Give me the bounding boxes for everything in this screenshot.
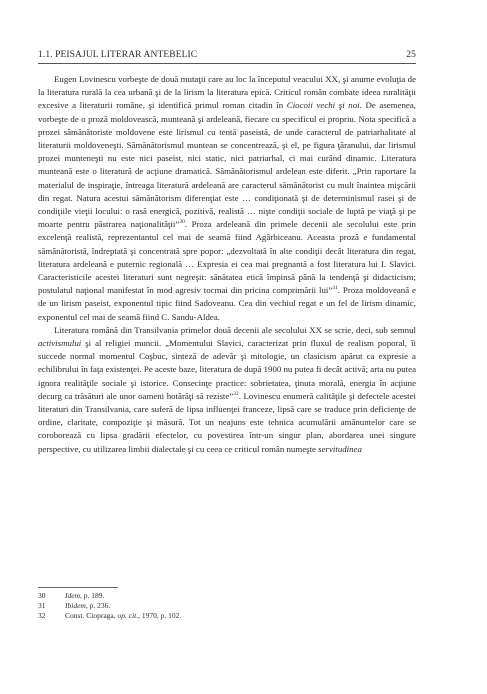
text-run: Literatura română din Transilvania primelor două decenii ale secolului XX se scrie, deci, sub semnul (54, 324, 416, 335)
footnote (38, 591, 416, 601)
footnote-number: 32 (38, 611, 46, 620)
italic-text: Ciocoii vechi şi noi (286, 100, 360, 111)
text-run: . Proza moldoveană e de un lirism paseist, exponentul tipic fiind Sadoveanu. Cea din vechiul regat e un fel de lirism dinamic, exponentul cel mai de seamă fiind C. Sandu-Aldea. (38, 285, 416, 322)
text-run: Eugen Lovinescu vorbeşte de două mutaţii care au loc la începutul veacului XX, şi anume evoluţia de la literatura rurală la cea urbană şi de la lirism la literatura epică. Criticul român combate ideea ruralităţii excesive a literaturii române, şi identifică primul roman citadin în (38, 74, 416, 111)
footnotes (38, 591, 416, 621)
page-number: 25 (406, 50, 416, 60)
chapter-title: 1.1. PEISAJUL LITERAR ANTEBELIC (38, 50, 198, 60)
text-run: , 1970, p. 102. (138, 611, 182, 620)
paragraph (38, 324, 416, 456)
footnote-ref: 31 (332, 285, 338, 292)
italic-text: op. cit. (117, 611, 139, 620)
italic-text: Idem (65, 591, 80, 600)
text-run: Const. Ciopraga, (65, 611, 118, 620)
italic-text: activismului (38, 338, 82, 349)
text-run: . Proza ardeleană din primele decenii ale secolului este prin excelenţă realistă, reprezentantul cel mai de seamă fiind Agârbiceanu. Aceasta proză e fundamental sămănătoristă, îndreptată şi concentrată spre popor: „dezvoltată în alte condiţii decât literatura din regat, literatura ardeleană e puternic regională … Expresia ei cea mai pregnantă a fost literatura lui I. Slavici. Caracteristicile acestei literaturi sunt negreşit: sănătatea etică împinsă până la tendenţă şi didacticism; postulatul naţional manifestat în mod agresiv tocmai din pricina comprimării lui” (38, 219, 416, 296)
footnote (38, 601, 416, 611)
footnote (38, 611, 416, 621)
text-run: , p. 236. (85, 601, 111, 610)
footnote-rule (38, 587, 118, 588)
text-run: , p. 189. (80, 591, 105, 600)
paragraph (38, 73, 416, 324)
text-run: . De asemenea, vorbeşte de o proză moldovească, munteană şi ardeleană, fiecare cu specificul ei propriu. Nota specifică a prozei sămănătoriste moldovene este lirismul cu tentă paseistă, de unde caracterul de patriarhalitate al literaturii moldoveneşti. Sămănătorismul muntean se concentrează, şi el, pe figura ţăranului, dar lirismul prozei munteneşti nu este nici paseist, nici static, nici patriarhal, ci mai curând dinamic. Literatura munteană este o literatură de acţiune dramatică. Sămănătorismul ardelean este diferit. „Prin raportare la materialul de inspiraţie, întreaga literatură ardeleană are caracterul sămănătorist cu mult înaintea mişcării din regat. Natura acestui sămănătorism diferenţiat este … condiţionată şi de determinismul rasei şi de condiţiile vieţii locului: o rasă energică, pozitivă, realistă … nişte condiţii sociale de luptă pe viaţă şi pe moarte pentru păstrarea naţionalităţii” (38, 100, 416, 230)
footnote-ref: 32 (233, 390, 239, 397)
header-rule (38, 63, 416, 64)
footnote-text (65, 591, 104, 601)
text-run: şi al religiei muncii. „Momentului Slavici, caracterizat prin fluxul de realism poporal, îi succede normal momentul Coşbuc, sinteză de adevăr şi mitologie, un clasicism apărut ca expresie a echilibrului în faţa existenţei. Pe aceste baze, literatura de după 1900 nu putea fi decât activă; arta nu putea ignora realităţile sociale şi istorice. Consecinţe practice: sobrietatea, ţinuta morală, energia în acţiune decurg ca trăsături ale unor oameni hotărâţi să reziste” (38, 338, 416, 401)
footnote-text (65, 611, 181, 621)
italic-text: servitudinea (318, 443, 362, 454)
text-run: . Lovinescu enumeră calităţile şi defectele acestei literaturi din Transilvania, care suferă de lipsa influenţei franceze, lipsă care se traduce prin deficienţe de ordine, claritate, compoziţie şi măsură. Tot un neajuns este tehnica acumulării amănuntelor care se coroborează cu lipsa gradării efectelor, cu povestirea într-un singur plan, abordarea unei singure perspective, cu utilizarea limbii dialectale şi cu ceea ce criticul român numeşte (38, 390, 416, 454)
footnote-text (65, 601, 110, 611)
footnote-number: 30 (38, 591, 46, 600)
italic-text: Ibidem (65, 601, 86, 610)
footnote-ref: 30 (179, 219, 185, 226)
body-text (38, 73, 416, 456)
footnote-number: 31 (38, 601, 46, 610)
